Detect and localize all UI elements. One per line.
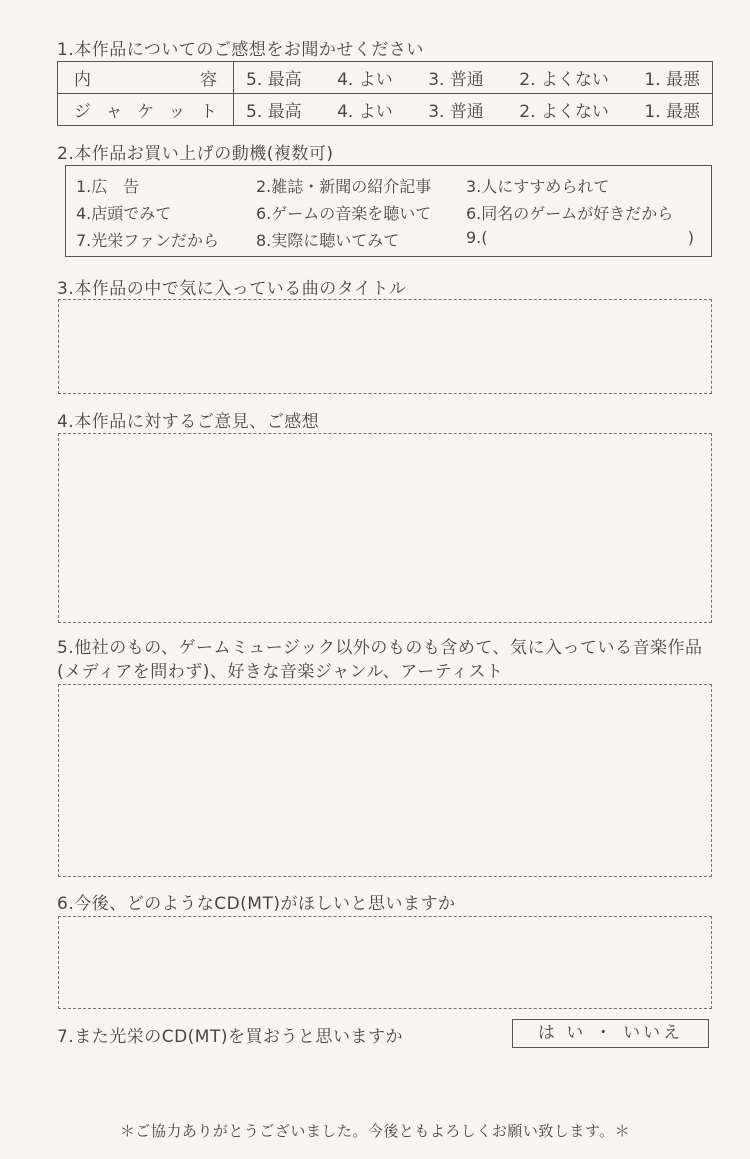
rating-option[interactable]: 4. よい xyxy=(337,102,393,122)
rating-option[interactable]: 2. よくない xyxy=(519,102,609,122)
rating-option[interactable]: 3. 普通 xyxy=(428,102,484,122)
rating-row-label: 内 容 xyxy=(58,62,234,94)
q7-yes-no-box[interactable]: は い ・ いいえ xyxy=(512,1019,709,1048)
motive-other-option[interactable] xyxy=(466,228,694,253)
rating-option[interactable]: 3. 普通 xyxy=(428,70,484,90)
q5-answer-box[interactable] xyxy=(58,684,712,877)
motive-option[interactable]: 4.店頭でみて xyxy=(76,204,172,223)
q3-answer-box[interactable] xyxy=(58,299,712,394)
thanks-footer: ＊ご協力ありがとうございました。今後ともよろしくお願い致します。＊ xyxy=(119,1122,631,1140)
motive-option[interactable]: 6.同名のゲームが好きだから xyxy=(466,204,674,223)
rating-row-content xyxy=(58,62,713,94)
q6-answer-box[interactable] xyxy=(58,916,712,1009)
motive-option[interactable]: 8.実際に聴いてみて xyxy=(256,231,400,250)
rating-row-jacket xyxy=(58,94,713,126)
motive-option[interactable]: 3.人にすすめられて xyxy=(466,177,610,196)
q2-title: 2.本作品お買い上げの動機(複数可) xyxy=(57,144,334,164)
motive-option[interactable]: 2.雑誌・新聞の紹介記事 xyxy=(256,177,432,196)
rating-row-label: ジャケット xyxy=(58,94,234,126)
rating-option[interactable]: 5. 最高 xyxy=(246,70,302,90)
q4-title: 4.本作品に対するご意見、ご感想 xyxy=(57,412,320,432)
q5-title: 5.他社のもの、ゲームミュージック以外のものも含めて、気に入っている音楽作品(メディアを問わず)、好きな音楽ジャンル、アーティスト xyxy=(57,638,703,682)
rating-option[interactable]: 1. 最悪 xyxy=(644,102,700,122)
rating-option[interactable]: 1. 最悪 xyxy=(644,70,700,90)
q3-title: 3.本作品の中で気に入っている曲のタイトル xyxy=(57,279,407,299)
q4-answer-box[interactable] xyxy=(58,433,712,623)
q1-title: 1.本作品についてのご感想をお聞かせください xyxy=(57,40,424,60)
motive-option[interactable]: 6.ゲームの音楽を聴いて xyxy=(256,204,432,223)
q6-title: 6.今後、どのようなCD(MT)がほしいと思いますか xyxy=(57,894,456,914)
motive-option[interactable]: 7.光栄ファンだから xyxy=(76,231,219,250)
motive-other-open: 9.( xyxy=(466,228,488,247)
q7-title: 7.また光栄のCD(MT)を買おうと思いますか xyxy=(57,1027,403,1047)
motive-option[interactable]: 1.広 告 xyxy=(76,177,140,196)
q2-motive-box xyxy=(65,165,712,257)
rating-option[interactable]: 5. 最高 xyxy=(246,102,302,122)
rating-option[interactable]: 4. よい xyxy=(337,70,393,90)
motive-other-close: ) xyxy=(687,228,694,247)
rating-option[interactable]: 2. よくない xyxy=(519,70,609,90)
q1-rating-table xyxy=(57,61,713,126)
